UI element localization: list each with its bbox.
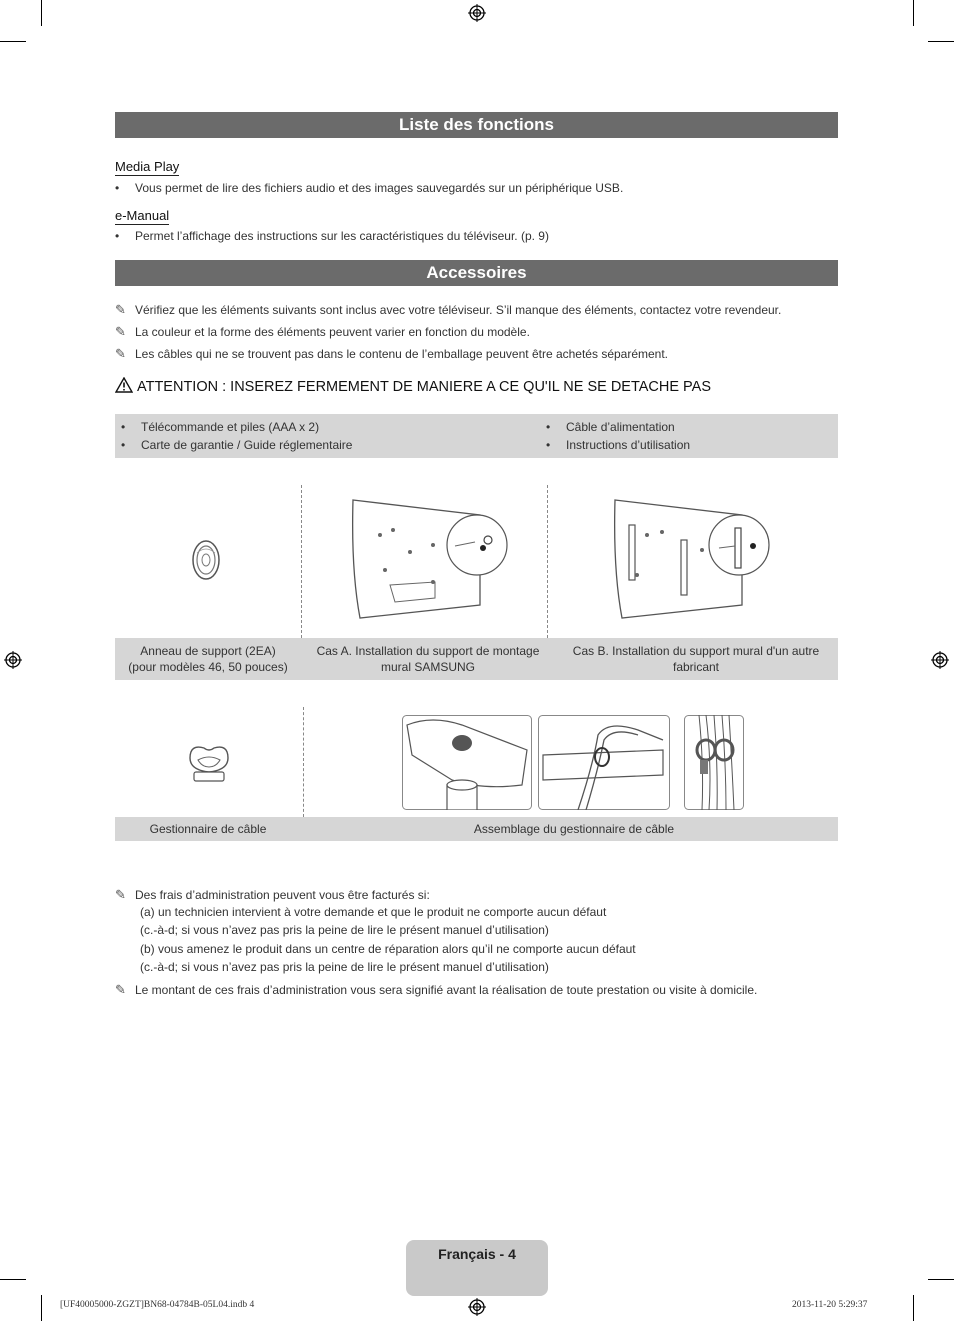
note-line (115, 982, 757, 998)
section-title-features: Liste des fonctions (115, 112, 838, 138)
crop-mark (41, 0, 42, 26)
column-divider (547, 485, 548, 638)
pencil-note-icon: ✎ (115, 324, 126, 339)
item-text: Carte de garantie / Guide réglementaire (141, 438, 353, 452)
pencil-note-icon: ✎ (115, 887, 126, 902)
crop-mark (928, 1279, 954, 1280)
attention-warning (115, 377, 711, 395)
note-text: Des frais d’administration peuvent vous être facturés si: (135, 888, 430, 902)
crop-mark (0, 41, 26, 42)
print-datetime: 2013-11-20 5:29:37 (792, 1300, 868, 1310)
caption-holder-ring: Anneau de support (2EA) (pour modèles 46, 50 pouces) (128, 644, 288, 674)
crop-mark (41, 1295, 42, 1321)
column-divider (301, 485, 302, 638)
crop-mark (0, 1279, 26, 1280)
other-wall-mount-illustration (607, 490, 772, 630)
caption-cable-manager: Gestionnaire de câble (149, 822, 267, 836)
note-text: Le montant de ces frais d’administration vous sera signifié avant la réalisation de toute prestation ou visite à domicile. (135, 983, 758, 997)
feature-name-e-manual: e-Manual (115, 208, 170, 223)
admin-line: (a) un technicien intervient à votre demande et que le produit ne comporte aucun défaut (140, 905, 607, 919)
item-text: Télécommande et piles (AAA x 2) (141, 420, 320, 434)
note-text: La couleur et la forme des éléments peuvent varier en fonction du modèle. (135, 325, 530, 339)
pencil-note-icon: ✎ (115, 302, 126, 317)
caption-cable-assembly: Assemblage du gestionnaire de câble (473, 822, 675, 836)
cable-assembly-step2 (538, 715, 670, 810)
registration-mark-icon (468, 4, 486, 22)
print-file-info: [UF40005000-ZGZT]BN68-04784B-05L04.indb 4 (60, 1300, 255, 1310)
pencil-note-icon: ✎ (115, 982, 126, 997)
item-text: Câble d’alimentation (566, 420, 675, 434)
samsung-wall-mount-illustration (345, 490, 510, 630)
bullet-text: Vous permet de lire des fichiers audio et des images sauvegardés sur un périphérique USB. (135, 181, 624, 195)
caption-case-b: Cas B. Installation du support mural d'un autre fabricant (572, 644, 820, 674)
crop-mark (928, 41, 954, 42)
pencil-note-icon: ✎ (115, 346, 126, 361)
admin-line: (c.-à-d; si vous n’avez pas pris la peine de lire le présent manuel d’utilisation) (140, 923, 549, 937)
note-text: Vérifiez que les éléments suivants sont inclus avec votre téléviseur. S’il manque des éléments, contactez votre revendeur. (135, 303, 782, 317)
cable-assembly-step3 (684, 715, 744, 810)
column-divider (303, 707, 304, 817)
cable-manager-illustration (186, 740, 232, 786)
registration-mark-icon (4, 651, 22, 669)
caption-case-a: Cas A. Installation du support de montage mural SAMSUNG (316, 644, 540, 674)
page-number-tab: Français - 4 (406, 1240, 548, 1296)
admin-line: (b) vous amenez le produit dans un centre de réparation alors qu’il ne comporte aucun défaut (140, 942, 636, 956)
warning-triangle-icon (115, 377, 133, 393)
feature-name-media-play: Media Play (115, 159, 180, 174)
registration-mark-icon (468, 1298, 486, 1316)
cable-assembly-step1 (402, 715, 532, 810)
item-text: Instructions d’utilisation (566, 438, 691, 452)
crop-mark (913, 1295, 914, 1321)
crop-mark (913, 0, 914, 26)
note-text: Les câbles qui ne se trouvent pas dans le contenu de l’emballage peuvent être achetés séparément. (135, 347, 669, 361)
admin-line: (c.-à-d; si vous n’avez pas pris la peine de lire le présent manuel d’utilisation) (140, 960, 549, 974)
registration-mark-icon (931, 651, 949, 669)
bullet-text: Permet l’affichage des instructions sur les caractéristiques du téléviseur. (p. 9) (135, 229, 549, 243)
attention-text: ATTENTION : INSEREZ FERMEMENT DE MANIERE A CE QU'IL NE SE DETACHE PAS (137, 379, 711, 395)
section-title-accessories: Accessoires (115, 260, 838, 286)
note-line (115, 324, 530, 340)
note-line (115, 302, 781, 318)
holder-ring-illustration (186, 535, 226, 585)
note-line (115, 346, 668, 362)
note-line (115, 887, 430, 903)
